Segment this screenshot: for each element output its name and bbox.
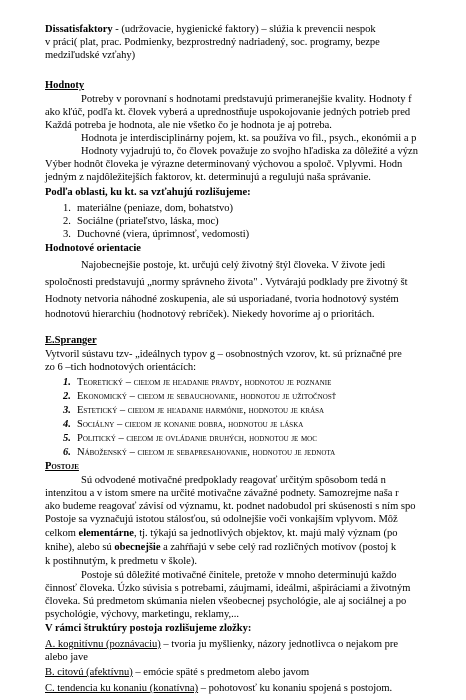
paragraph-line: Sú odvodené motivačné predpoklady reagovať určitým spôsobom tedá n — [81, 475, 386, 486]
list-item — [63, 418, 303, 431]
paragraph-line: Hodnoty vyjadrujú to, čo človek považuje zo svojho hľadiska za dôležité a význ — [81, 146, 418, 157]
zlozka-item — [45, 682, 392, 695]
zlozka-text: – emócie späté s predmetom alebo javom — [132, 667, 310, 678]
zlozka-label: A. kognitívnu (poznávaciu) — [45, 639, 161, 650]
list-text: Estetický – cieľom je hľadanie harmónie, hodnotou je krása — [77, 405, 325, 416]
section-heading-postoje: Postoje — [45, 461, 79, 472]
paragraph-line: Postoje sú dôležité motivačné činitele, pretože v mnoho determinujú každo — [81, 570, 397, 581]
list-text: Sociálne (priateľstvo, láska, moc) — [77, 216, 219, 227]
list-number: 3. — [63, 405, 71, 416]
text-run: , tj. týkajú sa jednotlivých objektov, kt. majú malý význam (po — [133, 528, 398, 539]
zlozka-text: alebo jave — [45, 652, 88, 663]
paragraph-line: k postihnutým, k predmetu v škole). — [45, 556, 197, 567]
paragraph-line: činnosť človeka. Úzko súvisia s potrebami, záujmami, ideálmi, ašpiráciami a životným — [45, 583, 411, 594]
dissatisfaktory-line-3: medziľudské vzťahy) — [45, 50, 136, 61]
zlozka-label: C. tendencia ku konaniu (konatívna) — [45, 683, 199, 694]
paragraph-line: človeka. Sú predmetom skúmania nielen všeobecnej psychológie, ale aj sociálnej a po — [45, 596, 407, 607]
paragraph-line: intenzitou a v istom smere na určité motivačne závažné podnety. Samozrejme naša r — [45, 488, 399, 499]
list-number: 6. — [63, 447, 71, 458]
bold-term: elementárne — [78, 528, 134, 539]
dissatisfaktory-line-1 — [45, 23, 376, 36]
list-number: 5. — [63, 433, 71, 444]
orientacie-heading: Hodnotové orientacie — [45, 243, 141, 254]
paragraph-line: ako kľúč, podľa kt. človek vyberá a uprednostňuje uspokojovanie jedných potrieb pred — [45, 107, 411, 118]
dissatisfaktory-term: Dissatisfaktory — [45, 24, 113, 35]
paragraph-line: ako budeme reagovať závisí od významu, kt. podnet nadobudol pri skúsenosti s ním spo — [45, 501, 416, 512]
list-text: Teoretický – cieľom je hľadanie pravdy, hodnotou je poznanie — [77, 377, 332, 388]
list-number: 1. — [63, 377, 71, 388]
list-item — [63, 432, 317, 445]
paragraph-line: zo 6 –tich hodnotových orientácích: — [45, 362, 197, 373]
list-item — [63, 202, 233, 215]
list-item — [63, 390, 336, 403]
list-number: 1. — [63, 203, 71, 214]
dissatisfaktory-line-2: v práci( plat, prac. Podmienky, bezprostredný nadriadený, soc. programy, bezpe — [45, 37, 380, 48]
list-item — [63, 376, 331, 389]
list-number: 2. — [63, 391, 71, 402]
list-number: 4. — [63, 419, 71, 430]
paragraph-line: Postoje sa vyznačujú istotou stálosťou, sú odolnejšie voči vonkajším vplyvom. Môž — [45, 514, 398, 525]
zlozky-heading: V rámci štruktúry postoja rozlišujeme zložky: — [45, 623, 252, 634]
list-number: 3. — [63, 229, 71, 240]
list-item — [63, 446, 335, 459]
paragraph-line: jedným z najdôležitejších faktorov, kt. determinujú a regulujú naša správanie. — [45, 172, 371, 183]
list-text: Politický – cieľom je ovládanie druhých, hodnotou je moc — [77, 433, 317, 444]
text-run: a zahŕňajú v sebe celý rad rozličných motívov (postoj k — [160, 542, 397, 553]
paragraph-line: Každá potreba je hodnota, ale nie všetko čo je hodnota je aj potreba. — [45, 120, 332, 131]
paragraph-line — [45, 527, 397, 540]
zlozka-item — [45, 666, 309, 679]
paragraph-line: Hodnota je interdisciplinárny pojem, kt. sa používa vo fil., psych., ekonómii a p — [81, 133, 417, 144]
list-item — [63, 228, 249, 241]
zlozka-item — [45, 651, 88, 664]
list-text: Ekonomický – cieľom je sebauchovanie, hodnotou je užitočnosť — [77, 391, 336, 402]
zlozka-text: – pohotovosť ku konaniu spojená s postojom. — [198, 683, 393, 694]
list-text: Duchovné (viera, úprimnosť, vedomosti) — [77, 229, 250, 240]
bold-term: obecnejšie — [114, 542, 161, 553]
list-text: materiálne (peniaze, dom, bohatstvo) — [77, 203, 233, 214]
list-item — [63, 404, 324, 417]
text-run: knihe), alebo sú — [45, 542, 115, 553]
dissatisfaktory-text: - (udržovacie, hygienické faktory) – slúžia k prevencii nespok — [112, 24, 376, 35]
section-heading-hodnoty: Hodnoty — [45, 80, 85, 91]
paragraph-line: psychológie, výchovy, marketingu, reklamy,... — [45, 609, 240, 620]
paragraph-line: spoločnosti predstavujú „normy správneho života" . Vytvárajú podklady pre životný št — [45, 277, 408, 288]
zlozka-text: – tvoria ju myšlienky, názory jednotlivca o nejakom pre — [160, 639, 399, 650]
list-text: Náboženský – cieľom je sebapresahovanie, hodnotou je jednota — [77, 447, 336, 458]
paragraph-line: Hodnoty netvoria náhodné zoskupenia, ale sú usporiadané, tvoria hodnotový systém — [45, 294, 399, 305]
section-heading-spranger: E.Spranger — [45, 335, 97, 346]
text-run: celkom — [45, 528, 79, 539]
list-text: Sociálny – cieľom je konanie dobra, hodnotou je láska — [77, 419, 304, 430]
list-item — [63, 215, 219, 228]
paragraph-line: hodnotovú hierarchiu (hodnotový rebríček). Niekedy hovoríme aj o prioritách. — [45, 309, 375, 320]
oblasti-heading: Podľa oblasti, ku kt. sa vzťahujú rozlišujeme: — [45, 187, 251, 198]
paragraph-line: Výber hodnôt človeka je výrazne determinovaný výchovou a spoloč. Vplyvmi. Hodn — [45, 159, 403, 170]
paragraph-line: Vytvoril sústavu tzv- „ideálnych typov g – osobnostných vzorov, kt. sú príznačné pre — [45, 349, 402, 360]
paragraph-line: Najobecnejšie postoje, kt. určujú celý životný štýl človeka. V živote jedi — [81, 260, 386, 271]
paragraph-line — [45, 541, 396, 554]
zlozka-item — [45, 638, 398, 651]
list-number: 2. — [63, 216, 71, 227]
zlozka-label: B. citovú (afektívnu) — [45, 667, 133, 678]
paragraph-line: Potreby v porovnaní s hodnotami predstavujú primeranejšie kvality. Hodnoty f — [81, 94, 412, 105]
